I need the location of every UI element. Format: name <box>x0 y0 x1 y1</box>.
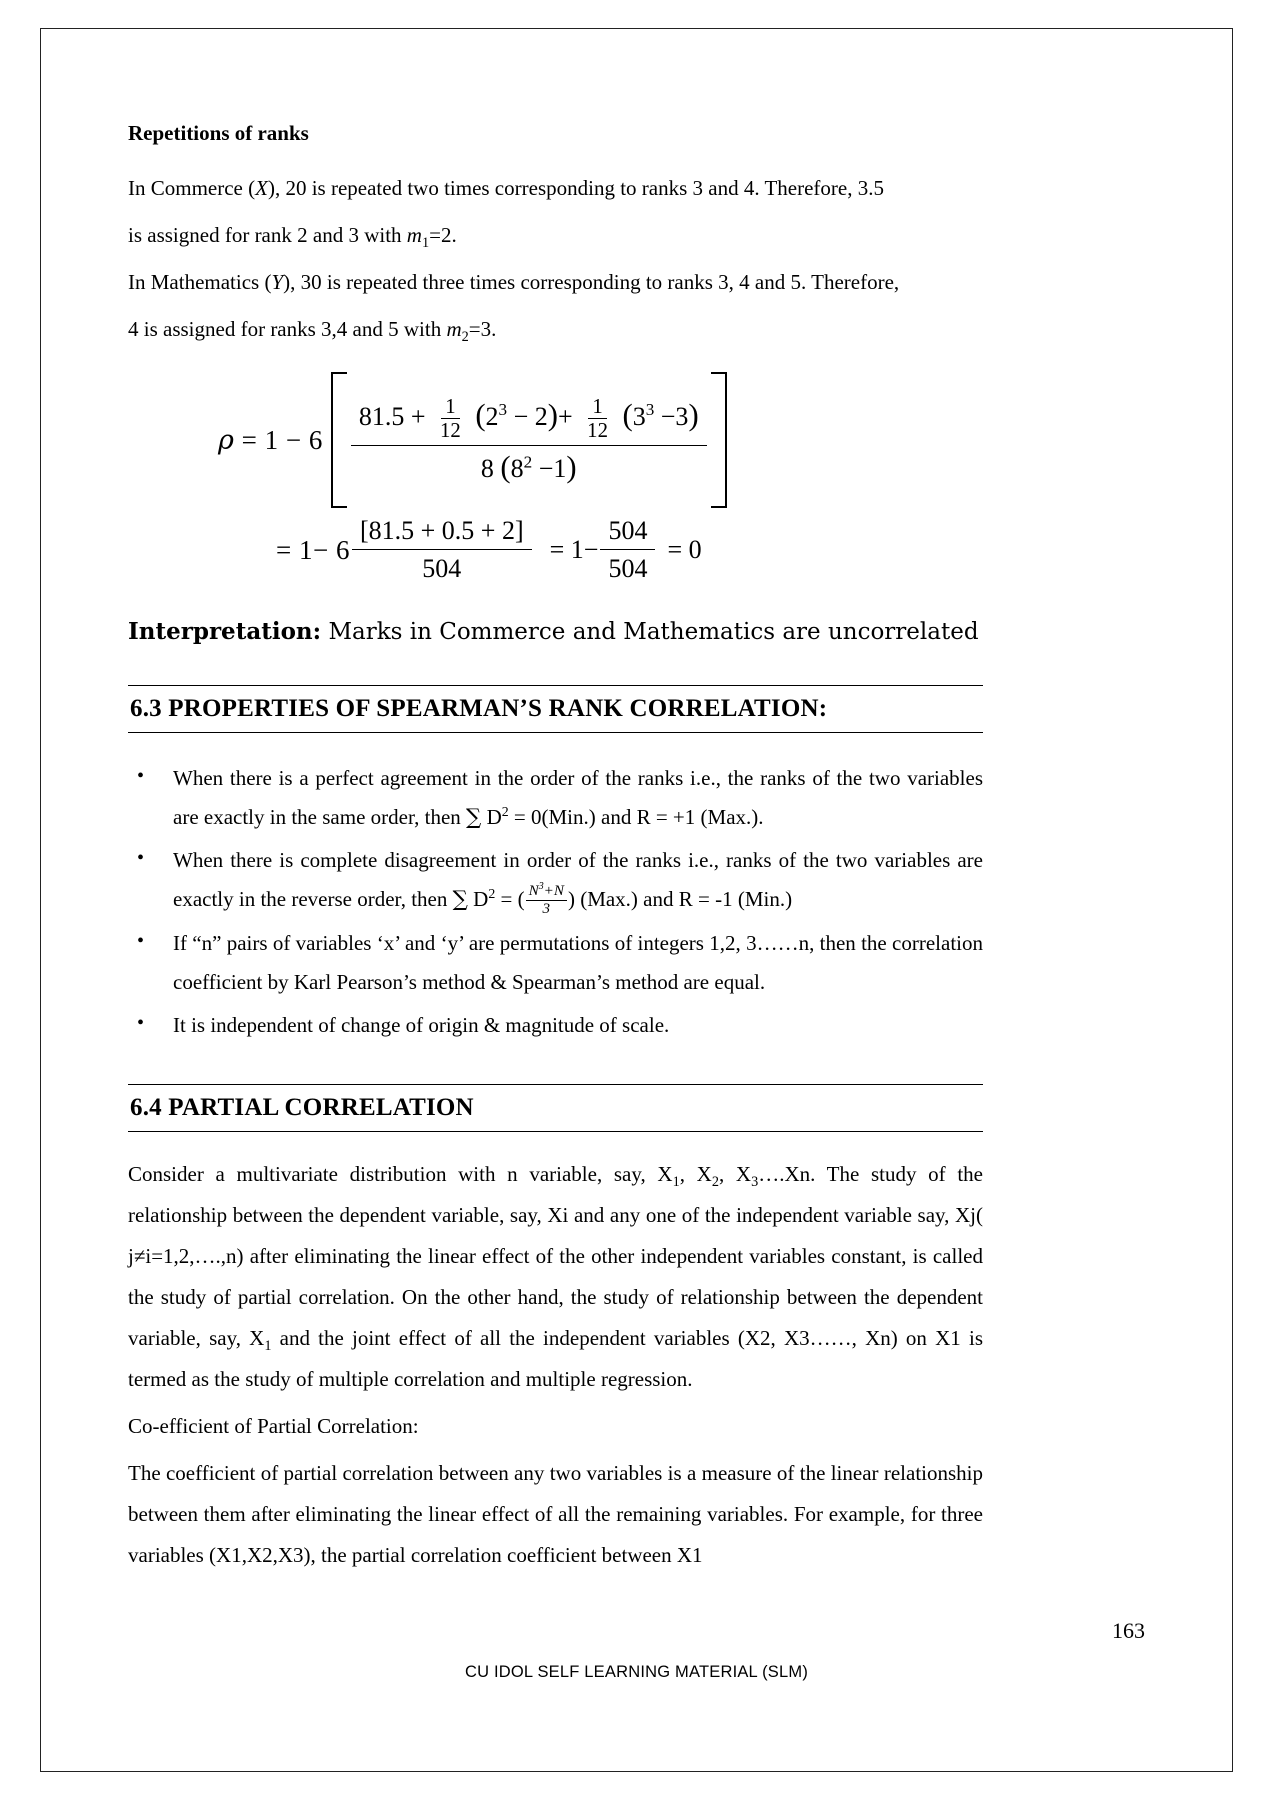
subscript: 1 <box>672 1174 680 1191</box>
paragraph-commerce-rank-assignment <box>128 215 983 256</box>
text-run: ), 20 is repeated two times corresponding to ranks 3 and 4. Therefore, 3.5 <box>267 176 884 201</box>
page-number: 163 <box>1112 1618 1145 1643</box>
fraction-main <box>351 395 707 486</box>
page-content <box>128 120 983 1582</box>
text-run: =2. <box>429 223 457 248</box>
equation-lhs: = 1− 6 <box>276 534 350 565</box>
variable-y: Y <box>271 270 284 295</box>
text-run: , X <box>718 1162 752 1187</box>
text-run: In Mathematics ( <box>128 270 272 295</box>
subscript: 3 <box>751 1174 759 1191</box>
equation-middle: = 1− <box>549 535 599 564</box>
exponent: 3 <box>538 881 544 893</box>
fraction-n-cubed-plus-n-over-3 <box>526 883 567 917</box>
paragraph-mathematics-repetition <box>128 262 983 303</box>
text-run: 8 <box>510 454 524 484</box>
equation-line-2 <box>128 516 983 584</box>
subscript: 2 <box>461 329 469 346</box>
text-run: = ( <box>495 887 525 912</box>
exponent: 2 <box>488 886 496 902</box>
paragraph-mathematics-rank-assignment <box>128 309 983 350</box>
text-run: , X <box>679 1162 712 1187</box>
fraction-denominator: 12 <box>440 419 461 442</box>
fraction-simplified <box>352 516 532 584</box>
fraction-denominator: 3 <box>542 901 551 917</box>
exponent: 2 <box>523 452 533 472</box>
variable-m: m <box>446 317 462 342</box>
variable-m: m <box>406 223 422 248</box>
paren-close: ) <box>688 397 699 432</box>
paren-open: ( <box>622 397 633 432</box>
text-run: 2 <box>485 401 499 431</box>
properties-list <box>128 759 983 1044</box>
fraction-numerator: [81.5 + 0.5 + 2] <box>352 516 532 550</box>
text-run: 3 <box>632 401 646 431</box>
interpretation-text: Marks in Commerce and Mathematics are uncorrelated <box>321 619 979 645</box>
exponent: 3 <box>498 399 508 419</box>
text-run: and the joint effect of all the independent variables (X2, X3……, Xn) on X1 is termed as the study of multiple correlation and multiple regression. <box>128 1326 983 1392</box>
paragraph-commerce-repetition <box>128 168 983 209</box>
text-run: ….Xn. The study of the relationship between the dependent variable, say, Xi and any one of the independent variable say, Xj( j≠i=1,2,….,n) after eliminating the linear effect of the other independent variables constant, is called the study of partial correlation. On the other hand, the study of relationship between the dependent variable, say, X <box>128 1162 984 1351</box>
interpretation-label: Interpretation: <box>128 618 322 645</box>
text-run: = 1 − 6 <box>241 424 323 455</box>
footer-text: CU IDOL SELF LEARNING MATERIAL (SLM) <box>464 1663 809 1681</box>
text-run: When there is a perfect agreement in the order of the ranks i.e., the ranks of the two variables are exactly in the same order, then <box>173 766 983 829</box>
paren-close: ) <box>566 450 577 485</box>
text-run: D <box>467 887 489 912</box>
rho-symbol: ρ <box>218 424 235 456</box>
bracket-left <box>331 372 347 508</box>
summation-symbol: ∑ <box>452 887 468 913</box>
exponent: 2 <box>501 803 509 819</box>
paragraph-coefficient-definition: The coefficient of partial correlation between any two variables is a measure of the linear relationship between them after eliminating the linear effect of all the remaining variables. For example, for three variables (X1,X2,X3), the partial correlation coefficient between X1 <box>128 1461 983 1567</box>
equation-lhs <box>218 425 323 456</box>
text-run: = 0(Min.) and R = +1 (Max.). <box>508 804 764 829</box>
operator-plus: + <box>558 401 573 431</box>
equation-line-1 <box>128 372 983 508</box>
paren-close: ) <box>547 397 558 432</box>
subscript: 1 <box>421 235 430 252</box>
fraction-numerator <box>526 883 567 901</box>
text-run: 8 <box>480 454 494 484</box>
fraction-one-twelfth-b <box>583 395 612 443</box>
text-run: 81.5 + <box>358 401 426 431</box>
summation-symbol: ∑ <box>466 804 482 830</box>
text-run: +N <box>543 883 564 900</box>
text-run: =3. <box>468 317 497 342</box>
equation-result: = 0 <box>667 535 702 564</box>
paren-open: ( <box>500 450 511 485</box>
fraction-504-over-504 <box>600 516 655 584</box>
text-run: In Commerce ( <box>128 176 256 201</box>
list-item <box>128 759 983 837</box>
fraction-denominator <box>473 446 585 485</box>
paragraph-partial-correlation-intro <box>128 1154 983 1400</box>
exponent: 3 <box>645 399 655 419</box>
list-item: • If “n” pairs of variables ‘x’ and ‘y’ are permutations of integers 1,2, 3……n, then the correlation coefficient by Karl Pearson’s method & Spearman’s method are equal. <box>128 924 983 1002</box>
paren-open: ( <box>475 397 486 432</box>
text-run: −3 <box>660 401 689 431</box>
text-run: − 2 <box>513 401 548 431</box>
paragraph-coefficient-label: Co-efficient of Partial Correlation: <box>128 1414 419 1439</box>
text-run: −1 <box>538 454 567 484</box>
fraction-denominator: 12 <box>587 419 608 442</box>
fraction-denominator: 504 <box>422 554 462 583</box>
text-run: 4 is assigned for ranks 3,4 and 5 with <box>128 317 447 342</box>
fraction-denominator: 504 <box>608 554 648 583</box>
fraction-numerator: 504 <box>600 516 655 550</box>
subheading-repetitions-of-ranks: Repetitions of ranks <box>128 121 309 145</box>
text-run: When there is complete disagreement in order of the ranks i.e., ranks of the two variables are exactly in the reverse order, then <box>173 848 983 912</box>
subscript: 2 <box>711 1174 719 1191</box>
interpretation-line <box>128 618 983 645</box>
variable-x: X <box>255 176 268 201</box>
bracket-right <box>711 372 727 508</box>
section-heading-6-4: 6.4 PARTIAL CORRELATION <box>128 1084 983 1132</box>
fraction-numerator <box>351 395 707 447</box>
section-heading-6-3: 6.3 PROPERTIES OF SPEARMAN’S RANK CORRELATION: <box>128 685 983 733</box>
text-run: is assigned for rank 2 and 3 with <box>128 223 407 248</box>
list-item: • It is independent of change of origin & magnitude of scale. <box>128 1006 983 1045</box>
text-run: ) (Max.) and R = -1 (Min.) <box>567 887 793 912</box>
text-run: D <box>481 804 502 829</box>
fraction-one-twelfth-a <box>436 395 465 443</box>
text-run: ), 30 is repeated three times corresponding to ranks 3, 4 and 5. Therefore, <box>283 270 900 295</box>
text-run: Consider a multivariate distribution with n variable, say, X <box>128 1162 673 1187</box>
equation-block-spearman-rho <box>128 372 983 584</box>
subscript: 1 <box>264 1338 272 1355</box>
text-run: N <box>528 883 539 900</box>
fraction-numerator: 1 <box>588 395 606 419</box>
fraction-numerator: 1 <box>441 395 459 419</box>
list-item <box>128 841 983 919</box>
